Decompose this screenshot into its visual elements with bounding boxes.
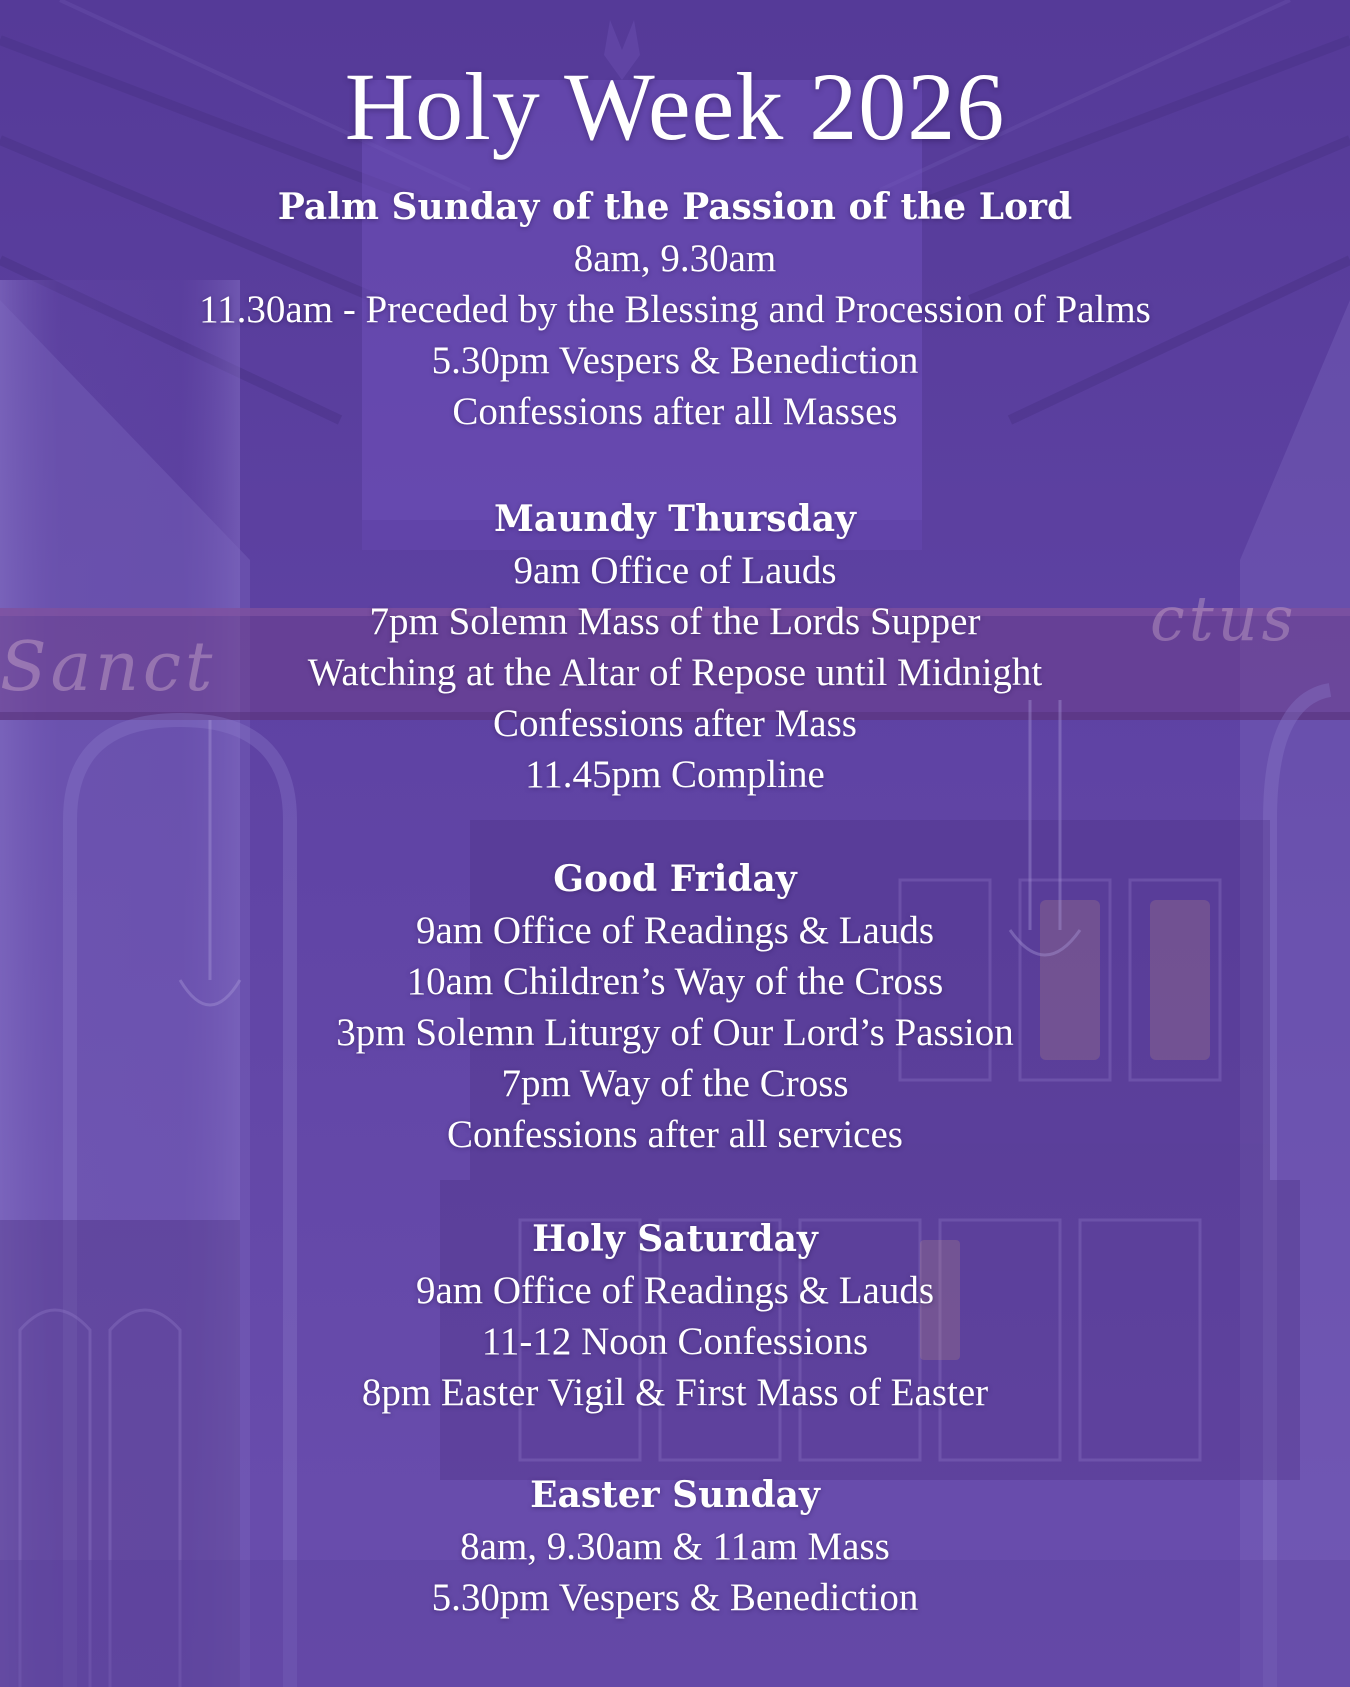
section-heading: Palm Sunday of the Passion of the Lord — [277, 186, 1073, 228]
schedule-line: 8am, 9.30am & 11am Mass — [460, 1525, 890, 1568]
schedule-line: 8pm Easter Vigil & First Mass of Easter — [361, 1371, 989, 1414]
inscription-right: ctus — [1150, 582, 1298, 655]
page-title: Holy Week 2026 — [344, 53, 1006, 160]
schedule-line: 10am Children’s Way of the Cross — [406, 960, 944, 1003]
section-heading: Good Friday — [553, 858, 797, 900]
schedule-line: 5.30pm Vespers & Benediction — [431, 1576, 919, 1619]
section-maundy-thursday — [0, 494, 1350, 800]
schedule-line: 3pm Solemn Liturgy of Our Lord’s Passion — [336, 1011, 1014, 1054]
schedule-line: 9am Office of Lauds — [513, 549, 837, 592]
schedule-line: 9am Office of Readings & Lauds — [415, 909, 935, 952]
section-heading: Easter Sunday — [530, 1474, 820, 1516]
section-easter-sunday — [0, 1470, 1350, 1623]
schedule-line: 7pm Solemn Mass of the Lords Supper — [369, 600, 981, 643]
schedule-line: 7pm Way of the Cross — [501, 1062, 849, 1105]
section-good-friday — [0, 854, 1350, 1160]
inscription-left: Sanct — [0, 628, 217, 707]
schedule-line: 9am Office of Readings & Lauds — [415, 1269, 935, 1312]
schedule-line: Confessions after all services — [447, 1113, 903, 1156]
schedule-line: Confessions after Mass — [493, 702, 857, 745]
schedule-line: 11.45pm Compline — [525, 753, 825, 796]
schedule-line: Confessions after all Masses — [452, 390, 898, 433]
section-palm-sunday — [0, 182, 1350, 437]
section-heading: Holy Saturday — [532, 1218, 818, 1260]
section-holy-saturday — [0, 1214, 1350, 1418]
section-heading: Maundy Thursday — [494, 498, 856, 540]
schedule-line: 11.30am - Preceded by the Blessing and Procession of Palms — [199, 288, 1151, 331]
schedule-line: 5.30pm Vespers & Benediction — [431, 339, 919, 382]
schedule-line: Watching at the Altar of Repose until Midnight — [307, 651, 1043, 694]
schedule-line: 11-12 Noon Confessions — [481, 1320, 869, 1363]
schedule-line: 8am, 9.30am — [573, 237, 777, 280]
